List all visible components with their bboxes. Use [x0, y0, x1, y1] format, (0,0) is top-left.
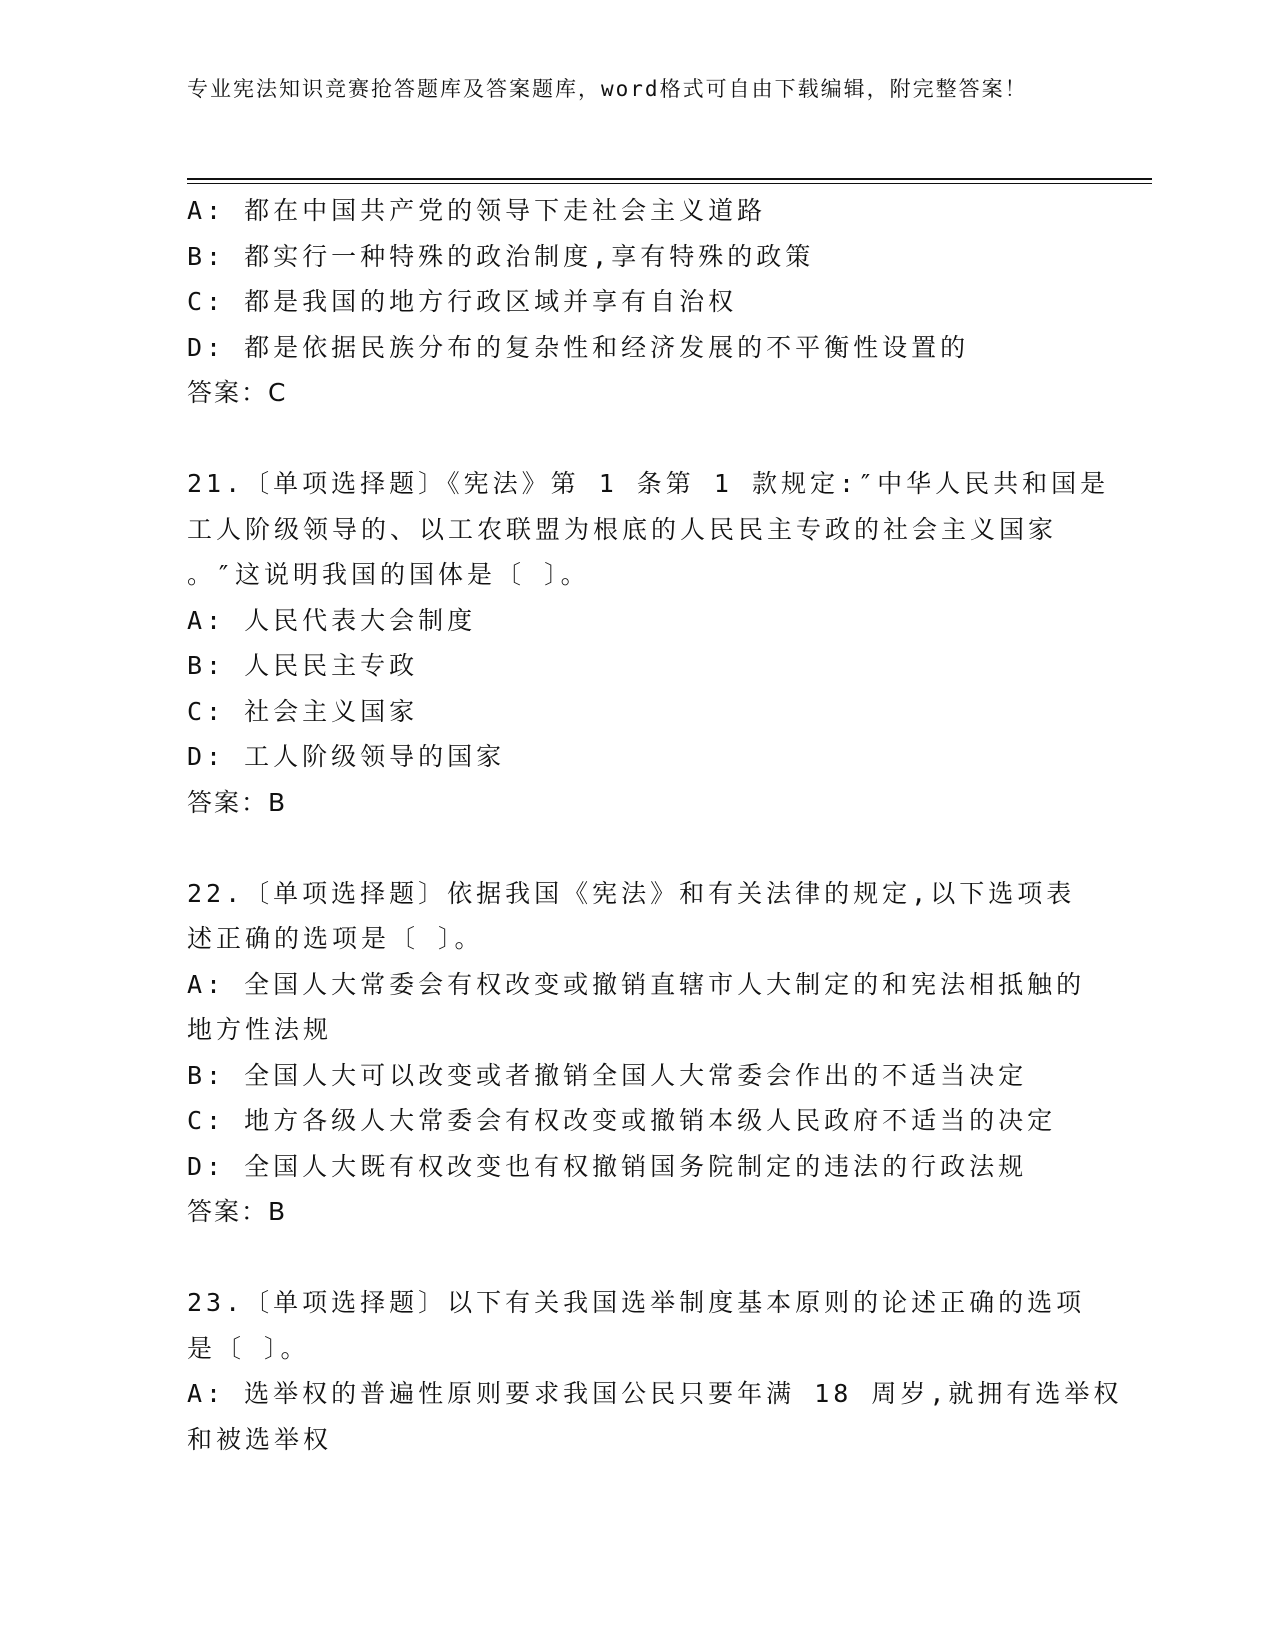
- spacer: [187, 1235, 1087, 1281]
- spacer: [187, 416, 1087, 462]
- q22-option-d: D: 全国人大既有权改变也有权撤销国务院制定的违法的行政法规: [187, 1151, 1028, 1181]
- q21-option-c: C: 社会主义国家: [187, 696, 419, 726]
- q23-stem-line-2: 是〔 〕。: [187, 1333, 310, 1363]
- q20-option-b: B: 都实行一种特殊的政治制度,享有特殊的政策: [187, 241, 815, 271]
- q23-stem-line-1: 23.〔单项选择题〕以下有关我国选举制度基本原则的论述正确的选项: [187, 1288, 1086, 1317]
- q21-stem-line-1: 21.〔单项选择题〕《宪法》第 1 条第 1 款规定:″中华人民共和国是: [187, 469, 1110, 498]
- q23-option-a-line-2: 和被选举权: [187, 1424, 333, 1454]
- spacer: [187, 825, 1087, 871]
- q22-option-c: C: 地方各级人大常委会有权改变或撤销本级人民政府不适当的决定: [187, 1106, 1057, 1135]
- q21-option-a: A: 人民代表大会制度: [187, 605, 477, 635]
- document-body: [187, 188, 1123, 1462]
- header-rule-thin: [187, 183, 1152, 184]
- q20-option-d: D: 都是依据民族分布的复杂性和经济发展的不平衡性设置的: [187, 332, 970, 362]
- q20-option-c: C: 都是我国的地方行政区域并享有自治权: [187, 287, 738, 316]
- q22-option-a-line-2: 地方性法规: [187, 1015, 333, 1044]
- q21-option-d: D: 工人阶级领导的国家: [187, 742, 506, 771]
- header-rule-thick: [187, 178, 1152, 180]
- q20-answer: 答案：C: [187, 378, 288, 407]
- document-header: 专业宪法知识竞赛抢答题库及答案题库，word格式可自由下载编辑，附完整答案！: [187, 77, 1028, 101]
- q21-stem-line-3: 。″这说明我国的国体是〔 〕。: [187, 560, 590, 589]
- q22-option-b: B: 全国人大可以改变或者撤销全国人大常委会作出的不适当决定: [187, 1060, 1028, 1090]
- q22-stem-line-1: 22.〔单项选择题〕依据我国《宪法》和有关法律的规定,以下选项表: [187, 878, 1076, 908]
- q21-stem-line-2: 工人阶级领导的、以工农联盟为根底的人民民主专政的社会主义国家: [187, 514, 1058, 544]
- q22-answer: 答案：B: [187, 1197, 288, 1226]
- q20-option-a: A: 都在中国共产党的领导下走社会主义道路: [187, 196, 767, 225]
- q22-option-a-line-1: A: 全国人大常委会有权改变或撤销直辖市人大制定的和宪法相抵触的: [187, 969, 1086, 999]
- q21-answer: 答案：B: [187, 787, 288, 817]
- q21-option-b: B: 人民民主专政: [187, 651, 419, 680]
- q22-stem-line-2: 述正确的选项是〔 〕。: [187, 924, 484, 953]
- q23-option-a-line-1: A: 选举权的普遍性原则要求我国公民只要年满 18 周岁,就拥有选举权: [187, 1379, 1123, 1408]
